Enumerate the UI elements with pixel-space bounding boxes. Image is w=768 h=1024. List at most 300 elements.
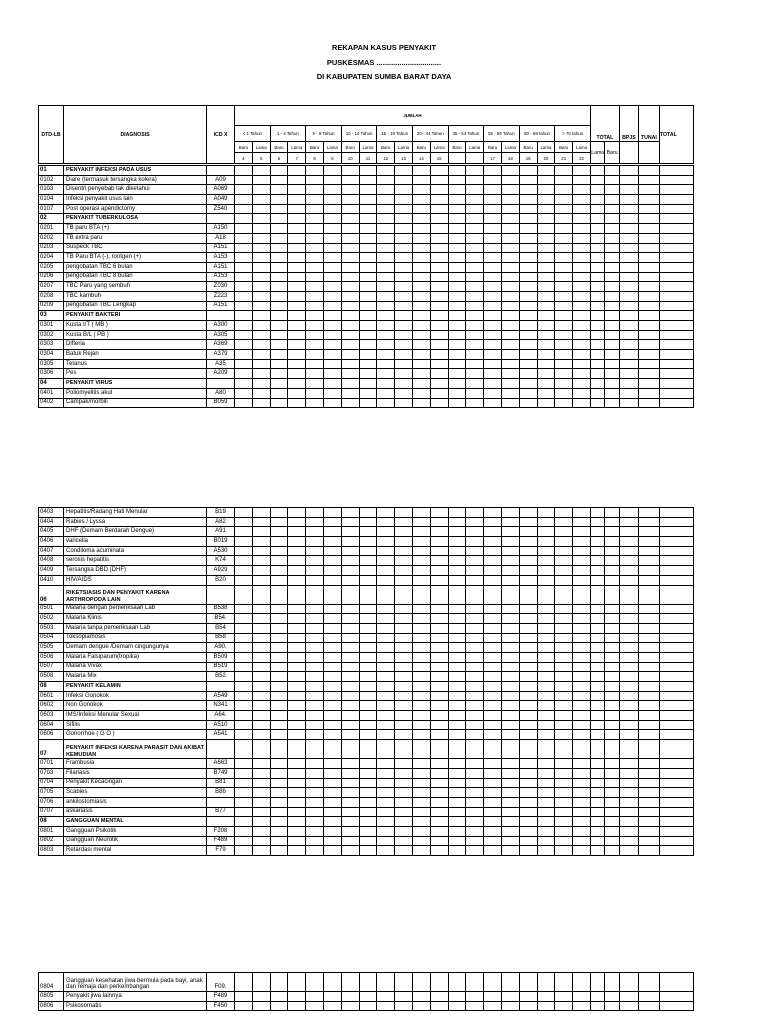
count-cell[interactable] [466, 195, 484, 205]
count-cell[interactable] [377, 195, 395, 205]
count-cell[interactable] [573, 517, 591, 527]
count-cell[interactable] [430, 585, 448, 604]
count-cell[interactable] [252, 556, 270, 566]
count-cell[interactable] [501, 508, 519, 518]
count-cell[interactable] [270, 768, 288, 778]
count-cell[interactable] [466, 262, 484, 272]
count-cell[interactable] [306, 973, 324, 992]
count-cell[interactable] [448, 817, 466, 827]
count-cell[interactable] [448, 614, 466, 624]
count-cell[interactable] [412, 652, 430, 662]
count-cell[interactable] [501, 623, 519, 633]
count-cell[interactable] [430, 537, 448, 547]
count-cell[interactable] [638, 672, 659, 682]
count-cell[interactable] [590, 166, 605, 176]
count-cell[interactable] [448, 379, 466, 389]
count-cell[interactable] [484, 768, 502, 778]
count-cell[interactable] [395, 768, 413, 778]
count-cell[interactable] [619, 204, 638, 214]
count-cell[interactable] [605, 662, 620, 672]
count-cell[interactable] [412, 301, 430, 311]
count-cell[interactable] [484, 846, 502, 856]
count-cell[interactable] [448, 846, 466, 856]
count-cell[interactable] [590, 537, 605, 547]
count-cell[interactable] [519, 662, 537, 672]
count-cell[interactable] [605, 711, 620, 721]
count-cell[interactable] [412, 517, 430, 527]
count-cell[interactable] [573, 566, 591, 576]
count-cell[interactable] [501, 846, 519, 856]
count-cell[interactable] [395, 243, 413, 253]
count-cell[interactable] [638, 556, 659, 566]
count-cell[interactable] [590, 817, 605, 827]
count-cell[interactable] [448, 517, 466, 527]
count-cell[interactable] [466, 272, 484, 282]
count-cell[interactable] [412, 643, 430, 653]
count-cell[interactable] [573, 330, 591, 340]
count-cell[interactable] [306, 272, 324, 282]
count-cell[interactable] [306, 614, 324, 624]
count-cell[interactable] [395, 175, 413, 185]
count-cell[interactable] [377, 185, 395, 195]
count-cell[interactable] [537, 614, 555, 624]
count-cell[interactable] [573, 556, 591, 566]
count-cell[interactable] [395, 350, 413, 360]
count-cell[interactable] [573, 623, 591, 633]
count-cell[interactable] [323, 797, 341, 807]
count-cell[interactable] [659, 537, 693, 547]
count-cell[interactable] [270, 778, 288, 788]
count-cell[interactable] [341, 340, 359, 350]
count-cell[interactable] [412, 311, 430, 321]
count-cell[interactable] [619, 730, 638, 740]
count-cell[interactable] [555, 788, 573, 798]
count-cell[interactable] [537, 817, 555, 827]
count-cell[interactable] [501, 166, 519, 176]
count-cell[interactable] [359, 826, 377, 836]
count-cell[interactable] [235, 546, 253, 556]
count-cell[interactable] [341, 682, 359, 692]
count-cell[interactable] [659, 797, 693, 807]
count-cell[interactable] [288, 846, 306, 856]
count-cell[interactable] [430, 508, 448, 518]
count-cell[interactable] [359, 1001, 377, 1011]
count-cell[interactable] [430, 195, 448, 205]
count-cell[interactable] [412, 788, 430, 798]
count-cell[interactable] [306, 643, 324, 653]
count-cell[interactable] [323, 311, 341, 321]
count-cell[interactable] [605, 369, 620, 379]
count-cell[interactable] [430, 166, 448, 176]
count-cell[interactable] [501, 992, 519, 1002]
count-cell[interactable] [659, 527, 693, 537]
count-cell[interactable] [484, 291, 502, 301]
count-cell[interactable] [412, 614, 430, 624]
count-cell[interactable] [484, 379, 502, 389]
count-cell[interactable] [377, 321, 395, 331]
count-cell[interactable] [235, 166, 253, 176]
count-cell[interactable] [323, 652, 341, 662]
count-cell[interactable] [288, 224, 306, 234]
count-cell[interactable] [235, 768, 253, 778]
count-cell[interactable] [638, 527, 659, 537]
count-cell[interactable] [590, 575, 605, 585]
count-cell[interactable] [537, 291, 555, 301]
count-cell[interactable] [605, 778, 620, 788]
count-cell[interactable] [395, 846, 413, 856]
count-cell[interactable] [484, 701, 502, 711]
count-cell[interactable] [235, 807, 253, 817]
count-cell[interactable] [235, 398, 253, 408]
count-cell[interactable] [235, 369, 253, 379]
count-cell[interactable] [412, 175, 430, 185]
count-cell[interactable] [395, 537, 413, 547]
count-cell[interactable] [659, 566, 693, 576]
count-cell[interactable] [555, 566, 573, 576]
count-cell[interactable] [659, 253, 693, 263]
count-cell[interactable] [377, 973, 395, 992]
count-cell[interactable] [619, 398, 638, 408]
count-cell[interactable] [288, 537, 306, 547]
count-cell[interactable] [659, 992, 693, 1002]
count-cell[interactable] [619, 262, 638, 272]
count-cell[interactable] [466, 652, 484, 662]
count-cell[interactable] [659, 350, 693, 360]
count-cell[interactable] [377, 797, 395, 807]
count-cell[interactable] [288, 262, 306, 272]
count-cell[interactable] [341, 321, 359, 331]
count-cell[interactable] [306, 682, 324, 692]
count-cell[interactable] [395, 204, 413, 214]
count-cell[interactable] [638, 537, 659, 547]
count-cell[interactable] [638, 566, 659, 576]
count-cell[interactable] [659, 166, 693, 176]
count-cell[interactable] [638, 973, 659, 992]
count-cell[interactable] [573, 311, 591, 321]
count-cell[interactable] [270, 556, 288, 566]
count-cell[interactable] [619, 711, 638, 721]
count-cell[interactable] [659, 379, 693, 389]
count-cell[interactable] [573, 185, 591, 195]
count-cell[interactable] [235, 311, 253, 321]
count-cell[interactable] [288, 195, 306, 205]
count-cell[interactable] [306, 623, 324, 633]
count-cell[interactable] [519, 214, 537, 224]
count-cell[interactable] [252, 566, 270, 576]
count-cell[interactable] [359, 973, 377, 992]
count-cell[interactable] [605, 253, 620, 263]
count-cell[interactable] [270, 623, 288, 633]
count-cell[interactable] [638, 807, 659, 817]
count-cell[interactable] [323, 398, 341, 408]
count-cell[interactable] [412, 272, 430, 282]
count-cell[interactable] [519, 537, 537, 547]
count-cell[interactable] [448, 662, 466, 672]
count-cell[interactable] [484, 992, 502, 1002]
count-cell[interactable] [605, 321, 620, 331]
count-cell[interactable] [555, 643, 573, 653]
count-cell[interactable] [605, 614, 620, 624]
count-cell[interactable] [659, 233, 693, 243]
count-cell[interactable] [537, 633, 555, 643]
count-cell[interactable] [519, 740, 537, 759]
count-cell[interactable] [306, 291, 324, 301]
count-cell[interactable] [590, 701, 605, 711]
count-cell[interactable] [341, 330, 359, 340]
count-cell[interactable] [270, 682, 288, 692]
count-cell[interactable] [359, 807, 377, 817]
count-cell[interactable] [573, 272, 591, 282]
count-cell[interactable] [341, 623, 359, 633]
count-cell[interactable] [323, 575, 341, 585]
count-cell[interactable] [430, 398, 448, 408]
count-cell[interactable] [306, 730, 324, 740]
count-cell[interactable] [638, 398, 659, 408]
count-cell[interactable] [306, 672, 324, 682]
count-cell[interactable] [501, 797, 519, 807]
count-cell[interactable] [270, 537, 288, 547]
count-cell[interactable] [412, 214, 430, 224]
count-cell[interactable] [619, 359, 638, 369]
count-cell[interactable] [359, 359, 377, 369]
count-cell[interactable] [359, 272, 377, 282]
count-cell[interactable] [377, 233, 395, 243]
count-cell[interactable] [306, 214, 324, 224]
count-cell[interactable] [659, 652, 693, 662]
count-cell[interactable] [619, 585, 638, 604]
count-cell[interactable] [448, 973, 466, 992]
count-cell[interactable] [306, 311, 324, 321]
count-cell[interactable] [537, 604, 555, 614]
count-cell[interactable] [448, 701, 466, 711]
count-cell[interactable] [448, 340, 466, 350]
count-cell[interactable] [501, 566, 519, 576]
count-cell[interactable] [288, 556, 306, 566]
count-cell[interactable] [448, 740, 466, 759]
count-cell[interactable] [323, 662, 341, 672]
count-cell[interactable] [448, 672, 466, 682]
count-cell[interactable] [270, 517, 288, 527]
count-cell[interactable] [619, 836, 638, 846]
count-cell[interactable] [466, 379, 484, 389]
count-cell[interactable] [270, 740, 288, 759]
count-cell[interactable] [288, 566, 306, 576]
count-cell[interactable] [619, 633, 638, 643]
count-cell[interactable] [659, 585, 693, 604]
count-cell[interactable] [555, 992, 573, 1002]
count-cell[interactable] [537, 691, 555, 701]
count-cell[interactable] [448, 214, 466, 224]
count-cell[interactable] [341, 379, 359, 389]
count-cell[interactable] [288, 379, 306, 389]
count-cell[interactable] [659, 330, 693, 340]
count-cell[interactable] [412, 778, 430, 788]
count-cell[interactable] [359, 585, 377, 604]
count-cell[interactable] [537, 243, 555, 253]
count-cell[interactable] [466, 623, 484, 633]
count-cell[interactable] [555, 778, 573, 788]
count-cell[interactable] [323, 1001, 341, 1011]
count-cell[interactable] [501, 556, 519, 566]
count-cell[interactable] [590, 662, 605, 672]
count-cell[interactable] [323, 340, 341, 350]
count-cell[interactable] [638, 585, 659, 604]
count-cell[interactable] [590, 175, 605, 185]
count-cell[interactable] [537, 826, 555, 836]
count-cell[interactable] [484, 282, 502, 292]
count-cell[interactable] [638, 359, 659, 369]
count-cell[interactable] [466, 204, 484, 214]
count-cell[interactable] [412, 711, 430, 721]
count-cell[interactable] [430, 575, 448, 585]
count-cell[interactable] [605, 282, 620, 292]
count-cell[interactable] [484, 185, 502, 195]
count-cell[interactable] [412, 243, 430, 253]
count-cell[interactable] [659, 311, 693, 321]
count-cell[interactable] [638, 224, 659, 234]
count-cell[interactable] [590, 311, 605, 321]
count-cell[interactable] [306, 807, 324, 817]
count-cell[interactable] [638, 330, 659, 340]
count-cell[interactable] [466, 311, 484, 321]
count-cell[interactable] [323, 321, 341, 331]
count-cell[interactable] [519, 282, 537, 292]
count-cell[interactable] [359, 330, 377, 340]
count-cell[interactable] [590, 846, 605, 856]
count-cell[interactable] [573, 1001, 591, 1011]
count-cell[interactable] [466, 575, 484, 585]
count-cell[interactable] [573, 682, 591, 692]
count-cell[interactable] [341, 282, 359, 292]
count-cell[interactable] [590, 652, 605, 662]
count-cell[interactable] [341, 566, 359, 576]
count-cell[interactable] [288, 662, 306, 672]
count-cell[interactable] [619, 556, 638, 566]
count-cell[interactable] [590, 359, 605, 369]
count-cell[interactable] [466, 517, 484, 527]
count-cell[interactable] [252, 195, 270, 205]
count-cell[interactable] [252, 604, 270, 614]
count-cell[interactable] [555, 711, 573, 721]
count-cell[interactable] [412, 575, 430, 585]
count-cell[interactable] [555, 691, 573, 701]
count-cell[interactable] [430, 672, 448, 682]
count-cell[interactable] [466, 214, 484, 224]
count-cell[interactable] [430, 768, 448, 778]
count-cell[interactable] [341, 817, 359, 827]
count-cell[interactable] [555, 768, 573, 778]
count-cell[interactable] [270, 233, 288, 243]
count-cell[interactable] [605, 195, 620, 205]
count-cell[interactable] [573, 575, 591, 585]
count-cell[interactable] [573, 720, 591, 730]
count-cell[interactable] [270, 691, 288, 701]
count-cell[interactable] [590, 633, 605, 643]
count-cell[interactable] [519, 398, 537, 408]
count-cell[interactable] [537, 797, 555, 807]
count-cell[interactable] [235, 566, 253, 576]
count-cell[interactable] [412, 740, 430, 759]
count-cell[interactable] [252, 643, 270, 653]
count-cell[interactable] [288, 778, 306, 788]
count-cell[interactable] [359, 836, 377, 846]
count-cell[interactable] [659, 369, 693, 379]
count-cell[interactable] [484, 778, 502, 788]
count-cell[interactable] [359, 730, 377, 740]
count-cell[interactable] [555, 1001, 573, 1011]
count-cell[interactable] [448, 788, 466, 798]
count-cell[interactable] [412, 359, 430, 369]
count-cell[interactable] [341, 546, 359, 556]
count-cell[interactable] [288, 633, 306, 643]
count-cell[interactable] [448, 691, 466, 701]
count-cell[interactable] [519, 508, 537, 518]
count-cell[interactable] [306, 652, 324, 662]
count-cell[interactable] [466, 1001, 484, 1011]
count-cell[interactable] [235, 527, 253, 537]
count-cell[interactable] [288, 682, 306, 692]
count-cell[interactable] [638, 604, 659, 614]
count-cell[interactable] [590, 1001, 605, 1011]
count-cell[interactable] [555, 262, 573, 272]
count-cell[interactable] [448, 759, 466, 769]
count-cell[interactable] [412, 826, 430, 836]
count-cell[interactable] [412, 233, 430, 243]
count-cell[interactable] [430, 826, 448, 836]
count-cell[interactable] [619, 282, 638, 292]
count-cell[interactable] [555, 759, 573, 769]
count-cell[interactable] [448, 643, 466, 653]
count-cell[interactable] [590, 195, 605, 205]
count-cell[interactable] [252, 379, 270, 389]
count-cell[interactable] [519, 233, 537, 243]
count-cell[interactable] [519, 672, 537, 682]
count-cell[interactable] [235, 682, 253, 692]
count-cell[interactable] [638, 759, 659, 769]
count-cell[interactable] [395, 330, 413, 340]
count-cell[interactable] [395, 369, 413, 379]
count-cell[interactable] [638, 643, 659, 653]
count-cell[interactable] [605, 359, 620, 369]
count-cell[interactable] [235, 701, 253, 711]
count-cell[interactable] [590, 224, 605, 234]
count-cell[interactable] [605, 623, 620, 633]
count-cell[interactable] [659, 195, 693, 205]
count-cell[interactable] [484, 604, 502, 614]
count-cell[interactable] [288, 508, 306, 518]
count-cell[interactable] [341, 846, 359, 856]
count-cell[interactable] [323, 604, 341, 614]
count-cell[interactable] [537, 233, 555, 243]
count-cell[interactable] [252, 175, 270, 185]
count-cell[interactable] [412, 253, 430, 263]
count-cell[interactable] [359, 537, 377, 547]
count-cell[interactable] [323, 759, 341, 769]
count-cell[interactable] [377, 204, 395, 214]
count-cell[interactable] [555, 585, 573, 604]
count-cell[interactable] [359, 301, 377, 311]
count-cell[interactable] [252, 517, 270, 527]
count-cell[interactable] [537, 359, 555, 369]
count-cell[interactable] [466, 826, 484, 836]
count-cell[interactable] [288, 973, 306, 992]
count-cell[interactable] [323, 359, 341, 369]
count-cell[interactable] [395, 992, 413, 1002]
count-cell[interactable] [537, 585, 555, 604]
count-cell[interactable] [359, 398, 377, 408]
count-cell[interactable] [519, 836, 537, 846]
count-cell[interactable] [395, 672, 413, 682]
